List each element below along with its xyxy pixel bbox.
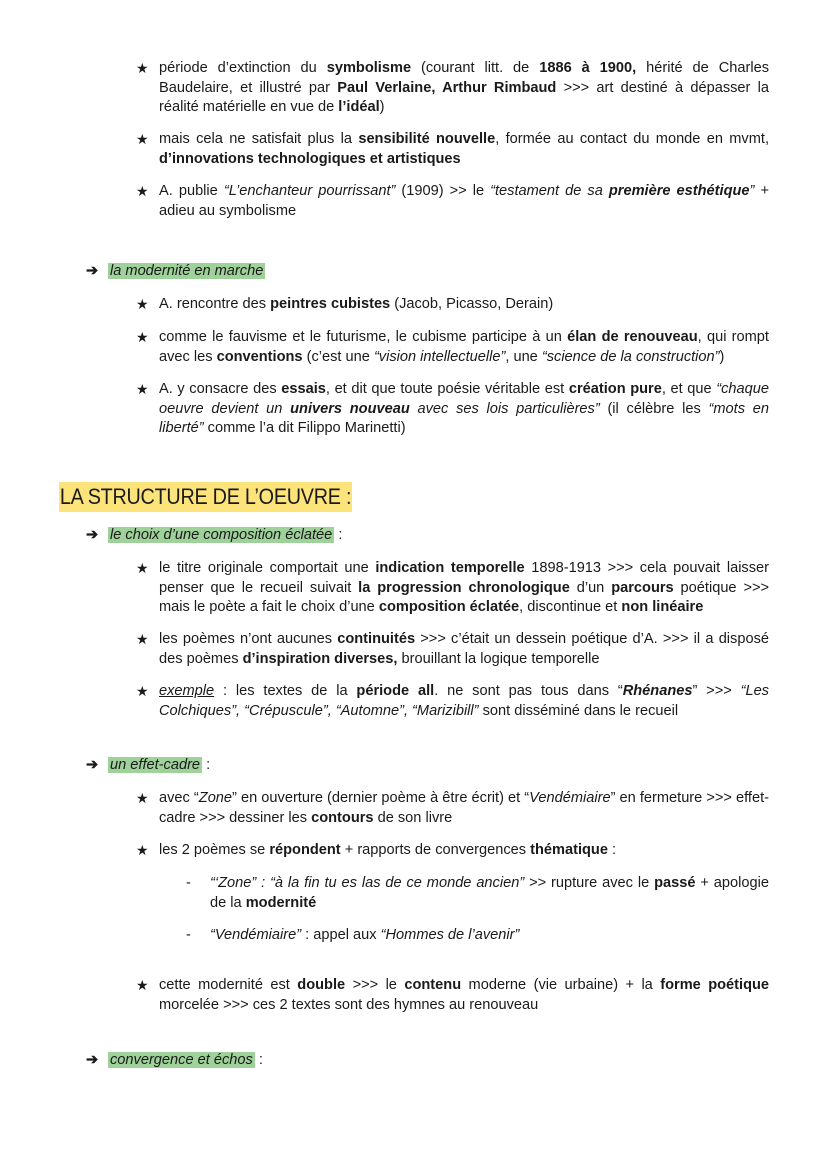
star-bullet-icon: ★ (136, 631, 149, 647)
bullet-text: A. y consacre des essais, et dit que toute poésie véritable est création pure, et que “chaque oeuvre devient un univers nouveau avec ses lois particulières” (il célèbre les “mots en liberté” comme l’a dit Filippo Marinetti) (159, 381, 770, 436)
section-title: LA STRUCTURE DE L’OEUVRE : (59, 482, 352, 512)
bullet-text: A. publie “L’enchanteur pourrissant” (1909) >> le “testament de sa première esthétique” + adieu au symbolisme (159, 183, 769, 219)
highlighted-heading: le choix d’une composition éclatée (110, 527, 333, 543)
star-bullet-icon: ★ (136, 329, 149, 345)
bullet-text: A. rencontre des peintres cubistes (Jacob, Picasso, Derain) (159, 296, 554, 312)
dash-item-zone (186, 874, 769, 913)
bullet-item-cubistes (136, 295, 769, 315)
section-heading-cadre (86, 756, 210, 776)
star-bullet-icon: ★ (136, 296, 149, 312)
arrow-icon: ➔ (86, 757, 99, 773)
highlighted-heading: un effet-cadre (110, 757, 201, 773)
star-bullet-icon: ★ (136, 790, 149, 806)
arrow-icon: ➔ (86, 527, 99, 543)
bullet-item-zone (136, 789, 769, 828)
bullet-item-sensibilite (136, 130, 769, 169)
bullet-text: période d’extinction du symbolisme (courant litt. de 1886 à 1900, hérité de Charles Baudelaire, et illustré par Paul Verlaine, Arthur Rimbaud >>> art destiné à dépasser la réalité matérielle en vue de l’idéal) (159, 60, 770, 115)
heading-colon: : (202, 757, 211, 773)
section-heading-composition (86, 526, 342, 546)
bullet-text: le titre originale comportait une indication temporelle 1898-1913 >>> cela pouvait laisser penser que le recueil suivait la progression chronologique d’un parcours poétique >>> mais le poète a fait le choix d’une composition éclatée, discontinue et non linéaire (159, 560, 770, 615)
section-heading-convergence (86, 1051, 263, 1071)
bullet-item-exemple (136, 682, 769, 721)
star-bullet-icon: ★ (136, 842, 149, 858)
star-bullet-icon: ★ (136, 183, 149, 199)
dash-text: “Vendémiaire” : appel aux “Hommes de l’avenir” (210, 927, 520, 943)
dash-text: “‘Zone” : “à la fin tu es las de ce monde ancien” >> rupture avec le passé + apologie de la modernité (210, 875, 769, 911)
bullet-item-continuites (136, 630, 769, 669)
bullet-item-renouveau (136, 328, 769, 367)
bullet-text: mais cela ne satisfait plus la sensibilité nouvelle, formée au contact du monde en mvmt, d’innovations technologiques et artistiques (159, 131, 769, 167)
bullet-item-essais (136, 380, 769, 439)
arrow-icon: ➔ (86, 263, 99, 279)
highlighted-heading: convergence et échos (110, 1052, 253, 1068)
bullet-text: comme le fauvisme et le futurisme, le cubisme participe à un élan de renouveau, qui rompt avec les conventions (c’est une “vision intellectuelle”, une “science de la construction”) (159, 329, 769, 365)
arrow-icon: ➔ (86, 1052, 99, 1068)
section-heading-modernite (86, 262, 265, 282)
bullet-text: les poèmes n’ont aucunes continuités >>> c’était un dessein poétique d’A. >>> il a disposé des poèmes d’inspiration diverses, brouillant la logique temporelle (159, 631, 769, 667)
bullet-item-symbolisme (136, 59, 769, 118)
dash-item-vendemiaire (186, 926, 769, 946)
bullet-text: les 2 poèmes se répondent + rapports de convergences thématique : (159, 842, 617, 858)
heading-colon: : (254, 1052, 263, 1068)
star-bullet-icon: ★ (136, 131, 149, 147)
star-bullet-icon: ★ (136, 977, 149, 993)
heading-colon: : (334, 527, 343, 543)
star-bullet-icon: ★ (136, 381, 149, 397)
bullet-item-double (136, 976, 769, 1015)
bullet-text: exemple : les textes de la période all. ne sont pas tous dans “Rhénanes” >>> “Les Colchiques”, “Crépuscule”, “Automne”, “Marizibill” sont disséminé dans le recueil (159, 683, 769, 719)
highlighted-heading: la modernité en marche (110, 263, 264, 279)
bullet-text: avec “Zone” en ouverture (dernier poème à être écrit) et “Vendémiaire” en fermeture >>> effet-cadre >>> dessiner les contours de son livre (159, 790, 770, 826)
dash-bullet: - (186, 927, 191, 943)
star-bullet-icon: ★ (136, 683, 149, 699)
dash-bullet: - (186, 875, 191, 891)
bullet-text: cette modernité est double >>> le contenu moderne (vie urbaine) + la forme poétique morcelée >>> ces 2 textes sont des hymnes au renouveau (159, 977, 770, 1013)
bullet-item-repondent (136, 841, 769, 861)
star-bullet-icon: ★ (136, 60, 149, 76)
bullet-item-enchanteur (136, 182, 769, 221)
star-bullet-icon: ★ (136, 560, 149, 576)
bullet-item-indication (136, 559, 769, 618)
